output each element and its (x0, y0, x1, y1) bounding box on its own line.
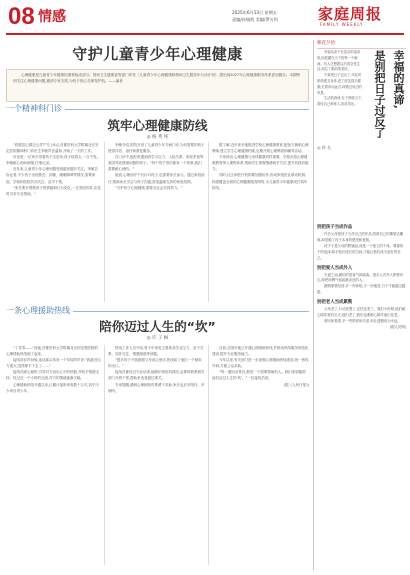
section-tag-label: 一条心理援助热线 (6, 306, 73, 316)
paragraph: “每一通电话背后,都是一个需要帮助的人。我们希望能陪他们迈过人生的‘坎’。”一位接线员说。 (212, 370, 306, 381)
issue-editors: 责编/孙瑞凯 美编/罗万科 (232, 17, 279, 22)
paragraph: 同时,社区和医疗机构要加强协作,形成家校医社联动机制,构建覆盖全面的心理健康服务网络,为儿童青少年健康成长筑牢防线。 (212, 173, 308, 190)
column-tag (317, 40, 406, 49)
right-intro (317, 50, 363, 142)
subheading: 别把老人当成累赘 (317, 300, 353, 306)
issue-meta (232, 9, 300, 23)
headline-line-1: 幸福的真谛, (392, 50, 405, 109)
masthead-rule (6, 33, 404, 35)
paragraph: 不要把日子过反了:年轻时拼命透支身体,老了再花钱买健康;忙着奔向远方,却错过身边的风景。 (317, 73, 362, 95)
paragraph: 生活的真谛,在于珍惜当下,善待自己和家人,知足常乐。 (317, 96, 363, 107)
masthead (0, 0, 410, 36)
paper-name-en: FAMILY WEEKLY (320, 22, 364, 27)
subheading: 别把孩子当成作品 (317, 225, 353, 230)
right-body (317, 224, 406, 568)
column-divider (104, 142, 105, 302)
article-2-col-3 (212, 345, 309, 567)
paragraph: 心理援助热线开通以来,已累计接听来电数十万次,其中不少来自青少年。 (6, 382, 99, 393)
paragraph: 今年以来,有关部门进一步加强心理援助热线建设,统一热线号码,方便公众求助。 (212, 358, 309, 369)
section-tag-label: 一个精神科门诊 (6, 104, 65, 114)
banner (6, 40, 309, 102)
paragraph: 父母老了,行动变慢了,记性变差了。我们小时候,他们耐心陪伴我们长大;他们老了,我们也要耐心陪伴他们变老。 (317, 307, 406, 318)
paragraph: “家长要多观察孩子的情绪和行为变化,一旦发现异常,应及时寻求专业帮助。” (6, 185, 101, 196)
paper-logo (318, 6, 398, 28)
column-divider (208, 345, 209, 565)
paragraph: 目前,全国多地已开通心理援助热线,并推动热线服务规范化建设,提升专业服务能力。 (212, 346, 309, 357)
paper-name: 家庭周报 (318, 5, 383, 23)
article-1-byline: ◎ 杨 秀 纯 (146, 135, 169, 140)
paragraph: 幸福从来不在复杂的追求里,而是藏在当下的每一个瞬间。有人总想着以后再享受生活,却忘了眼前的美好。 (317, 50, 361, 72)
paragraph: 她说,心理治疗不仅针对孩子,也需要家长参与。通过家庭治疗,帮助家长学会与孩子沟通,营造温暖支持的家庭氛围。 (108, 173, 205, 184)
paragraph: 李敏介绍,医院开设了儿童青少年专病门诊,为有需要的孩子提供评估、治疗和康复服务。 (108, 143, 205, 154)
right-column (317, 40, 406, 570)
section-name: 情感 (38, 9, 66, 25)
right-headline (367, 50, 406, 220)
section-tag-1 (6, 104, 309, 114)
article-1-col-2 (108, 142, 205, 304)
right-byline: ◎ 佚 名 (317, 145, 332, 150)
paragraph: “你感觉心情怎么样?”早上8点,首都医科大学附属北京安定医院精神科门诊医生李敏声音温和,开始了一天的工作。 (6, 143, 99, 154)
paragraph: (据人民网) (389, 324, 406, 329)
paragraph: 据了解,近年来多地推进学校心理健康教育,配备专兼职心理教师,建立学生心理健康档案,定期开展心理筛查和辅导活动。 (212, 143, 309, 154)
editor-note: 心理健康是儿童青少年健康的重要组成部分。国家卫生健康委等部门印发《儿童青少年心理健康和精神卫生服务年行动计划》,提出到2027年心理健康服务体系更加健全。本期特别关注心理健康问题,邀请专家支招,为孩子的心灵保驾护航。——编者 (13, 73, 301, 84)
paragraph: 接线员都经过专业培训,能够识别危机情况,必要时联系相关部门开展干预,帮助来电者渡过难关。 (108, 370, 205, 381)
paragraph: 近年来,儿童青少年心理问题受到越来越多关注。李敏告诉记者,不少孩子出现焦虑、抑郁、睡眠障碍等情况,需要家庭、学校和医院共同关注、及早干预。 (6, 167, 98, 184)
column-divider (104, 345, 105, 565)
paragraph: 夫妻之间,最怕的是客气和疏离。很多人对外人彬彬有礼,却把坏脾气留给最亲近的人。 (317, 272, 404, 283)
subheading: 别把爱人当成外人 (317, 265, 353, 271)
paragraph: 婚姻需要经营,多一份体贴,少一份抱怨,日子才能越过越甜。 (317, 284, 406, 295)
banner-headline: 守护儿童青少年心理健康 (72, 45, 243, 63)
article-1-col-1 (6, 142, 101, 304)
issue-date: 2025年6月13日 星期五 (232, 10, 278, 15)
page-number: 08 (8, 3, 35, 30)
column-divider (208, 142, 209, 302)
paragraph: 常回家看看,多一些陪伴和关爱,别让遗憾成为永远。 (324, 318, 401, 323)
article-1-headline: 筑牢心理健康防线 (107, 118, 208, 133)
article-2-col-1 (6, 345, 101, 567)
article-2-byline: ◎ 许 子 枫 (146, 336, 169, 341)
paragraph: 接线员轻声问候,电话那头传来一个年轻的声音:“我最近压力很大,觉得撑不下去了……” (6, 358, 101, 369)
headline-line-2: 是别把日子过反了 (373, 50, 386, 138)
paragraph: “守护孩子心理健康,需要全社会共同努力。” (115, 185, 183, 190)
paragraph: 热线工作人员介绍,青少年来电主要涉及学业压力、亲子关系、同伴交往、情感困惑等问题。 (108, 346, 204, 357)
paragraph: 诊室里,一位家长带着孩子走进来,孩子低着头,一言不发。李敏耐心询问病情,仔细记录。 (6, 155, 100, 166)
page-column-divider (313, 40, 314, 570)
paragraph: 接线员耐心倾听,引导对方说出心中的烦恼,并给予情绪支持。经过近一个小时的交流,对方的情绪逐渐平稳。 (6, 370, 99, 381)
paragraph: 许多父母把孩子当作自己的作品,按照自己的期望去雕琢,却忽略了孩子本身的感受和意愿。 (317, 232, 404, 242)
article-2-headline: 陪你迈过人生的“坎” (99, 319, 216, 334)
paragraph: 孩子不是父母的附属品,而是一个独立的个体。尊重孩子的选择,给予他们成长的空间,才能让他们成为更好的自己。 (317, 243, 404, 260)
column-tag-label: 朝花夕拾 (317, 41, 335, 46)
paragraph: 在门诊中,她经常遇到因学习压力、人际关系、家庭矛盾等原因导致情绪问题的孩子。“每个孩子背后都有一个故事,我们需要耐心倾听。” (108, 155, 204, 172)
editor-note-box (6, 69, 309, 102)
article-2-col-2 (108, 345, 205, 567)
paragraph: “很多孩子不愿意跟父母说心里话,热线给了他们一个倾诉的出口。” (108, 358, 202, 369)
paragraph: (据《人民日报》) (283, 382, 309, 387)
article-1-col-3 (212, 142, 309, 304)
paragraph: 专家指出,心理健康与身体健康同样重要。学校应将心理健康教育纳入课程体系,帮助学生掌握情绪调节方法,提升抗挫折能力。 (212, 155, 309, 172)
paragraph: “丁零零——”深夜,首都医科大学附属北京回龙观医院的心理援助热线响了起来。 (6, 346, 98, 357)
paragraph: 专家提醒,遇到心理困扰时要勇于求助,家长也应多陪伴、多倾听。 (108, 382, 205, 393)
intro-text (317, 50, 363, 108)
section-tag-2 (6, 306, 309, 316)
